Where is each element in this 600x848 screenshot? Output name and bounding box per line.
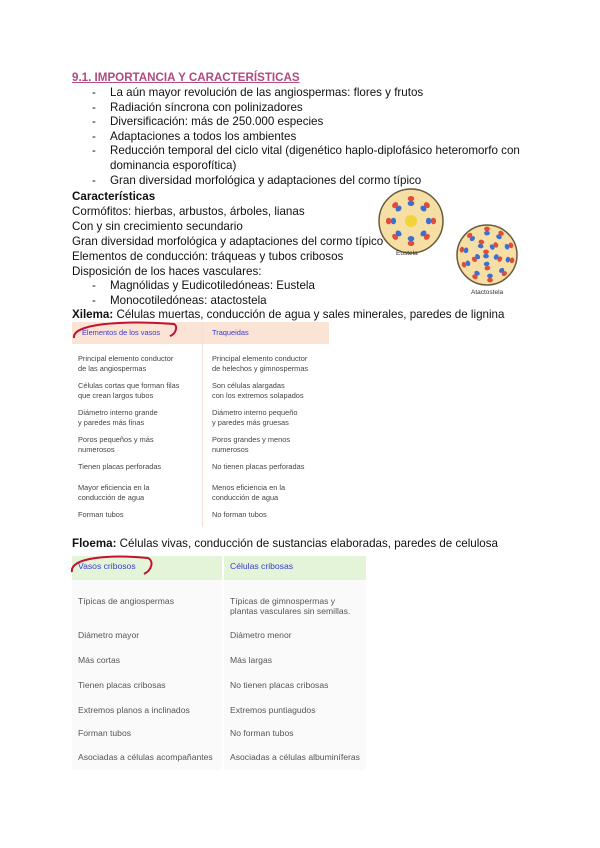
list-item: - La aún mayor revolución de las angiospermas: flores y frutos — [92, 86, 424, 99]
header-cell: Células cribosas — [230, 561, 294, 571]
list-item: - Diversificación: más de 250.000 especies — [92, 115, 324, 129]
list-item: - Reducción temporal del ciclo vital (digenético haplo-diplofásico heteromorfo con — [92, 144, 520, 158]
vascular-list — [92, 279, 315, 308]
table-cell: Son células alargadas con los extremos solapados — [212, 381, 304, 400]
table-cell: Principal elemento conductor de las angiospermas — [78, 354, 174, 373]
table-cell: Forman tubos — [78, 728, 132, 738]
table-cell: Diámetro interno pequeño y paredes más gruesas — [212, 408, 298, 427]
list-item: - Monocotiledóneas: atactostela — [92, 293, 267, 307]
eustela-diagram — [376, 186, 446, 256]
pith-core — [405, 215, 417, 227]
eustela-label: Eustela — [396, 250, 418, 257]
xilema-description: Xilema: Células muertas, conducción de agua y sales minerales, paredes de lignina — [72, 308, 505, 321]
list-item-continuation: dominancia esporofítica) — [110, 158, 237, 172]
table-cell: No tienen placas cribosas — [230, 680, 329, 690]
atactostela-diagram — [454, 222, 520, 288]
characteristics-title: Características — [72, 190, 156, 203]
importance-list — [92, 86, 520, 188]
characteristics-line: Elementos de conducción: tráqueas y tubos cribosos — [72, 250, 344, 263]
floema-table — [72, 556, 366, 770]
table-cell: No forman tubos — [212, 510, 267, 519]
table-cell: Diámetro interno grande y paredes más finas — [78, 408, 158, 427]
floema-description: Floema: Células vivas, conducción de sustancias elaboradas, paredes de celulosa — [72, 537, 498, 550]
table-cell: Tienen placas perforadas — [78, 462, 162, 471]
table-cell: Extremos puntiagudos — [230, 705, 316, 715]
table-cell: Diámetro menor — [230, 630, 292, 640]
table-cell: Poros grandes y menos numerosos — [212, 435, 291, 454]
header-cell: Traqueidas — [212, 328, 249, 337]
table-cell: Asociadas a células acompañantes — [78, 752, 213, 762]
table-cell: Extremos planos a inclinados — [78, 705, 190, 715]
atactostela-label: Atactostela — [471, 289, 504, 296]
table-cell: Mayor eficiencia en la conducción de agua — [78, 483, 150, 502]
table-cell: Típicas de gimnospermas y plantas vasculares sin semillas. — [230, 596, 351, 616]
characteristics-line: Cormófitos: hierbas, arbustos, árboles, lianas — [72, 205, 305, 218]
list-item: - Gran diversidad morfológica y adaptaciones del cormo típico — [92, 173, 422, 187]
hand-drawn-circle-mark — [70, 318, 180, 344]
table-cell: Asociadas a células albuminíferas — [230, 752, 360, 762]
header-cell: Elementos de los vasos — [82, 328, 161, 337]
table-cell: Células cortas que forman filas que crean largos tubos — [78, 381, 180, 400]
table-cell: No forman tubos — [230, 728, 294, 738]
table-cell: No tienen placas perforadas — [212, 462, 305, 471]
section-heading: 9.1. IMPORTANCIA Y CARACTERÍSTICAS — [72, 71, 300, 84]
characteristics-line: Con y sin crecimiento secundario — [72, 220, 243, 233]
list-item: - Radiación síncrona con polinizadores — [92, 100, 303, 114]
table-cell: Diámetro mayor — [78, 630, 140, 640]
table-cell: Más largas — [230, 655, 273, 665]
column-divider — [222, 556, 224, 770]
list-item: - Adaptaciones a todos los ambientes — [92, 129, 297, 143]
table-cell: Principal elemento conductor de helechos y gimnospermas — [212, 354, 309, 373]
table-cell: Poros pequeños y más numerosos — [78, 435, 154, 454]
table-cell: Típicas de angiospermas — [78, 596, 175, 606]
list-item: - Magnólidas y Eudicotiledóneas: Eustela — [92, 279, 315, 292]
hand-drawn-circle-mark — [68, 552, 154, 580]
table-cell: Más cortas — [78, 655, 121, 665]
header-cell: Vasos cribosos — [78, 561, 136, 571]
table-cell: Tienen placas cribosas — [78, 680, 166, 690]
table-cell: Forman tubos — [78, 510, 124, 519]
characteristics-line: Gran diversidad morfológica y adaptaciones del cormo típico — [72, 235, 384, 248]
xilema-table — [72, 322, 329, 527]
table-cell: Menos eficiencia en la conducción de agua — [212, 483, 286, 502]
column-divider — [202, 322, 203, 527]
characteristics-line: Disposición de los haces vasculares: — [72, 265, 262, 278]
